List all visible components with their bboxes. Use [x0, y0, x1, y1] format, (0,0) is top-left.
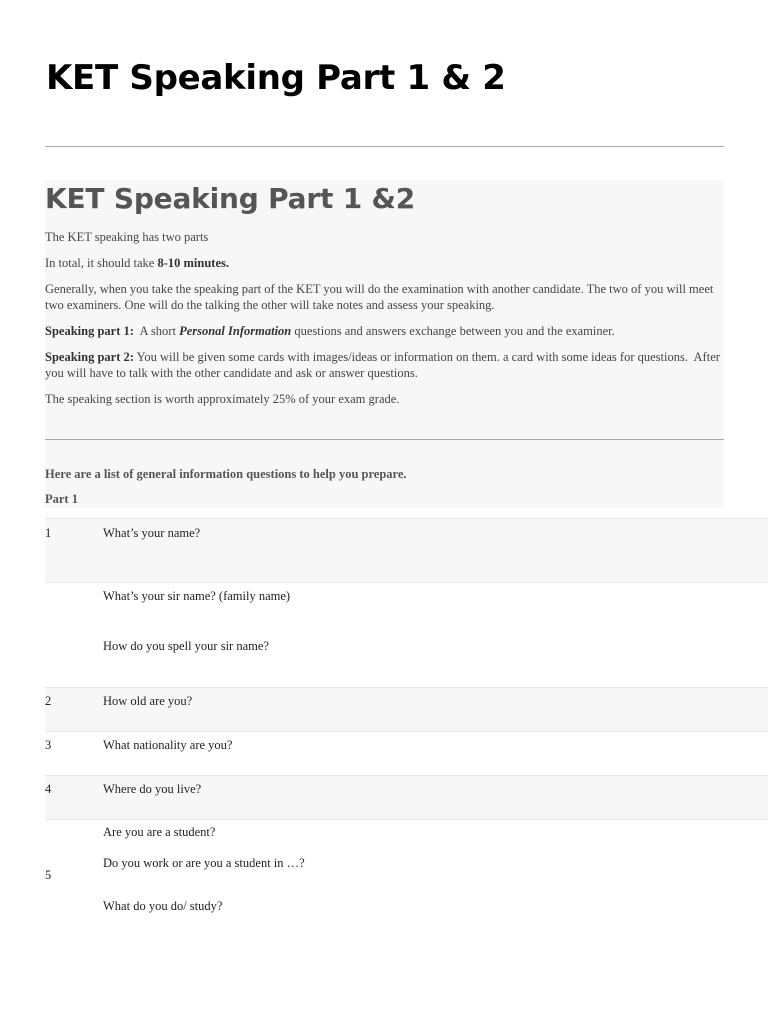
question-text: How do you spell your sir name? [103, 639, 269, 653]
section-divider [45, 439, 724, 440]
duration-prefix: In total, it should take [45, 256, 158, 270]
questions-intro: Here are a list of general information questions to help you prepare. [45, 467, 407, 481]
question-text: What nationality are you? [103, 738, 233, 752]
paragraph-part1 [45, 323, 727, 339]
part2-label: Speaking part 2: [45, 350, 134, 364]
paragraph-grade: The speaking section is worth approximately 25% of your exam grade. [45, 392, 400, 406]
paragraph-duration [45, 255, 727, 271]
part2-text: You will be given some cards with images/ideas or information on them. a card with some ideas for questions. After you will have to talk with the other candidate and ask or answer questions. [45, 350, 724, 380]
paragraph-general: Generally, when you take the speaking part of the KET you will do the examination with another candidate. The two of you will meet two examiners. One will do the talking the other will take notes and assess your speaking. [45, 282, 714, 312]
duration-value: 8-10 minutes. [157, 256, 230, 270]
part1-text-b: questions and answers exchange between you and the examiner. [291, 324, 615, 338]
question-text: What’s your sir name? (family name) [103, 589, 291, 603]
paragraph-part2 [45, 349, 727, 381]
question-text: What’s your name? [103, 526, 201, 540]
part1-emphasis: Personal Information [179, 324, 292, 338]
section-heading: KET Speaking Part 1 &2 [45, 182, 416, 215]
question-text: Do you work or are you a student in …? [103, 856, 305, 870]
row-number: 3 [45, 738, 52, 752]
paragraph-parts: The KET speaking has two parts [45, 230, 209, 244]
part1-label: Speaking part 1: [45, 324, 134, 338]
row-number: 2 [45, 694, 52, 708]
page-title: KET Speaking Part 1 & 2 [46, 58, 506, 98]
part-label: Part 1 [45, 492, 78, 506]
title-divider [45, 146, 724, 147]
part1-text-a: A short [133, 324, 180, 338]
question-text: How old are you? [103, 694, 193, 708]
question-text: What do you do/ study? [103, 899, 223, 913]
row-number: 5 [45, 868, 52, 882]
row-number: 1 [45, 526, 52, 540]
question-text: Where do you live? [103, 782, 202, 796]
question-text: Are you are a student? [103, 825, 216, 839]
row-number: 4 [45, 782, 52, 796]
